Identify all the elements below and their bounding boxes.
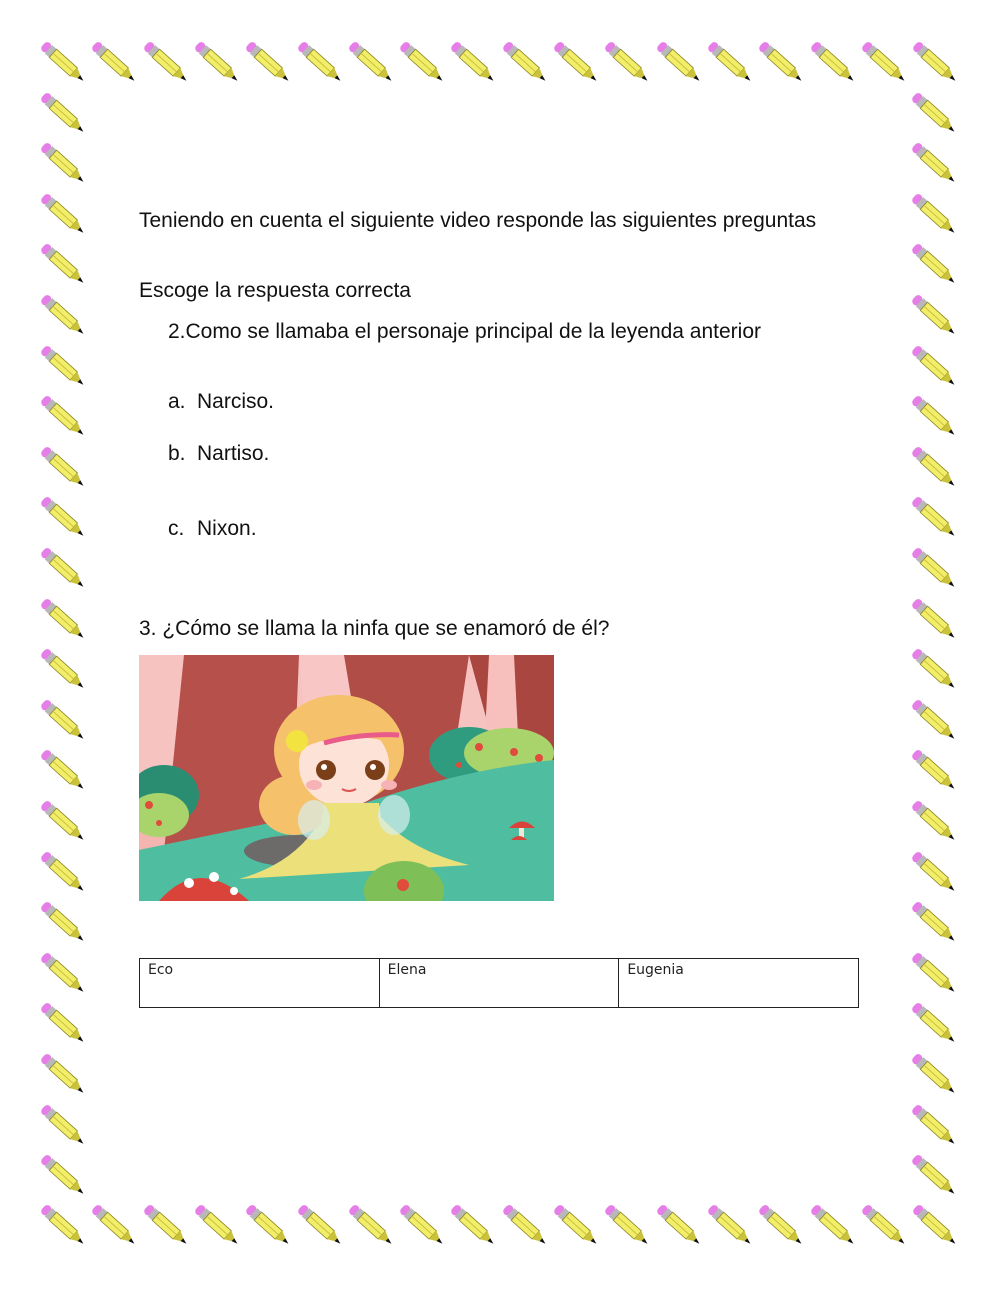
option-text: Narciso. <box>197 390 275 413</box>
option-a[interactable] <box>168 388 274 416</box>
option-c[interactable] <box>168 515 257 543</box>
answer-table <box>139 958 859 1008</box>
fairy-illustration <box>139 655 554 901</box>
option-label: a. <box>168 390 186 413</box>
question-3: 3. ¿Cómo se llama la ninfa que se enamoró de él? <box>139 617 610 640</box>
option-label: c. <box>168 517 185 540</box>
answer-cell-elena[interactable]: Elena <box>379 959 619 1008</box>
intro-text: Teniendo en cuenta el siguiente video responde las siguientes preguntas <box>139 209 817 232</box>
question-2: 2.Como se llamaba el personaje principal de la leyenda anterior <box>168 320 762 343</box>
answer-cell-eugenia[interactable]: Eugenia <box>619 959 859 1008</box>
instruction-text: Escoge la respuesta correcta <box>139 279 411 302</box>
answer-cell-eco[interactable]: Eco <box>140 959 380 1008</box>
option-label: b. <box>168 442 186 465</box>
option-text: Nixon. <box>197 517 257 540</box>
option-b[interactable] <box>168 440 269 468</box>
option-text: Nartiso. <box>197 442 270 465</box>
